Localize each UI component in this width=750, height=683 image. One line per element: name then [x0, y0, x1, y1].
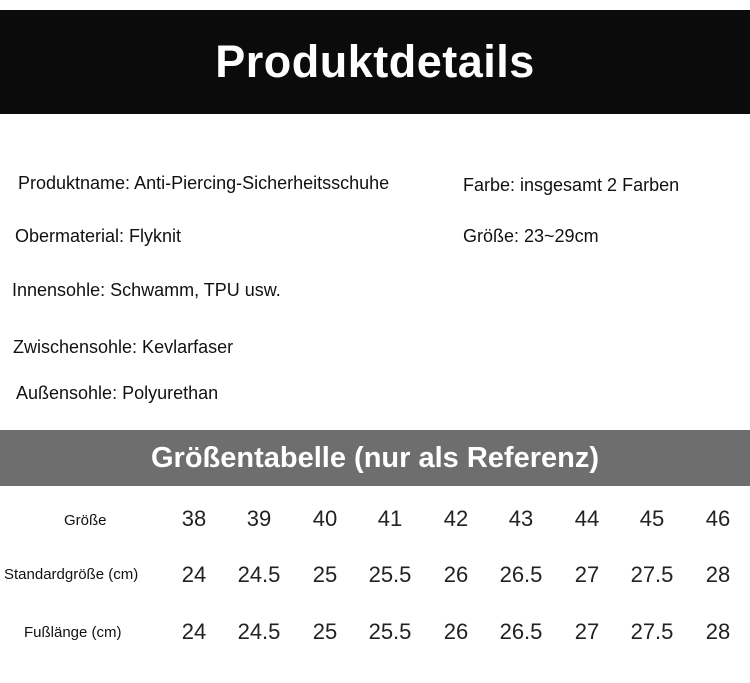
- table-cell-foot-length: 24: [181, 619, 207, 644]
- table-cell-foot-length: 25.5: [368, 619, 412, 644]
- table-cell-foot-length: 25: [312, 619, 338, 644]
- header-banner: [0, 10, 750, 114]
- table-cell-standard-size: 26.5: [499, 562, 543, 587]
- table-cell-size: 39: [246, 506, 272, 531]
- detail-outsole: Außensohle: Polyurethan: [16, 383, 219, 403]
- table-cell-foot-length: 27.5: [630, 619, 674, 644]
- row-label-foot-length: Fußlänge (cm): [24, 624, 122, 641]
- row-label-size: Größe: [64, 512, 107, 529]
- detail-color: Farbe: insgesamt 2 Farben: [463, 175, 680, 195]
- table-cell-standard-size: 24: [181, 562, 207, 587]
- table-cell-size: 41: [377, 506, 403, 531]
- detail-upper-material: Obermaterial: Flyknit: [15, 226, 182, 246]
- table-cell-size: 40: [312, 506, 338, 531]
- table-cell-size: 44: [574, 506, 600, 531]
- detail-insole: Innensohle: Schwamm, TPU usw.: [12, 280, 281, 300]
- table-cell-foot-length: 24.5: [237, 619, 281, 644]
- table-cell-foot-length: 28: [705, 619, 731, 644]
- table-cell-standard-size: 25.5: [368, 562, 412, 587]
- table-cell-standard-size: 24.5: [237, 562, 281, 587]
- row-label-standard-size: Standardgröße (cm): [4, 566, 139, 583]
- table-cell-foot-length: 26: [443, 619, 469, 644]
- detail-product-name: Produktname: Anti-Piercing-Sicherheitsschuhe: [18, 173, 390, 193]
- size-table-title: Größentabelle (nur als Referenz): [151, 441, 599, 474]
- table-cell-standard-size: 25: [312, 562, 338, 587]
- table-cell-foot-length: 27: [574, 619, 600, 644]
- table-cell-size: 38: [181, 506, 207, 531]
- table-cell-standard-size: 27.5: [630, 562, 674, 587]
- page-title: Produktdetails: [215, 36, 535, 87]
- table-cell-standard-size: 28: [705, 562, 731, 587]
- size-table-banner: [0, 430, 750, 486]
- table-cell-size: 45: [639, 506, 665, 531]
- table-cell-foot-length: 26.5: [499, 619, 543, 644]
- table-cell-standard-size: 26: [443, 562, 469, 587]
- table-cell-size: 42: [443, 506, 469, 531]
- detail-midsole: Zwischensohle: Kevlarfaser: [13, 337, 234, 357]
- table-cell-size: 46: [705, 506, 731, 531]
- table-cell-size: 43: [508, 506, 534, 531]
- table-cell-standard-size: 27: [574, 562, 600, 587]
- detail-size: Größe: 23~29cm: [463, 226, 599, 246]
